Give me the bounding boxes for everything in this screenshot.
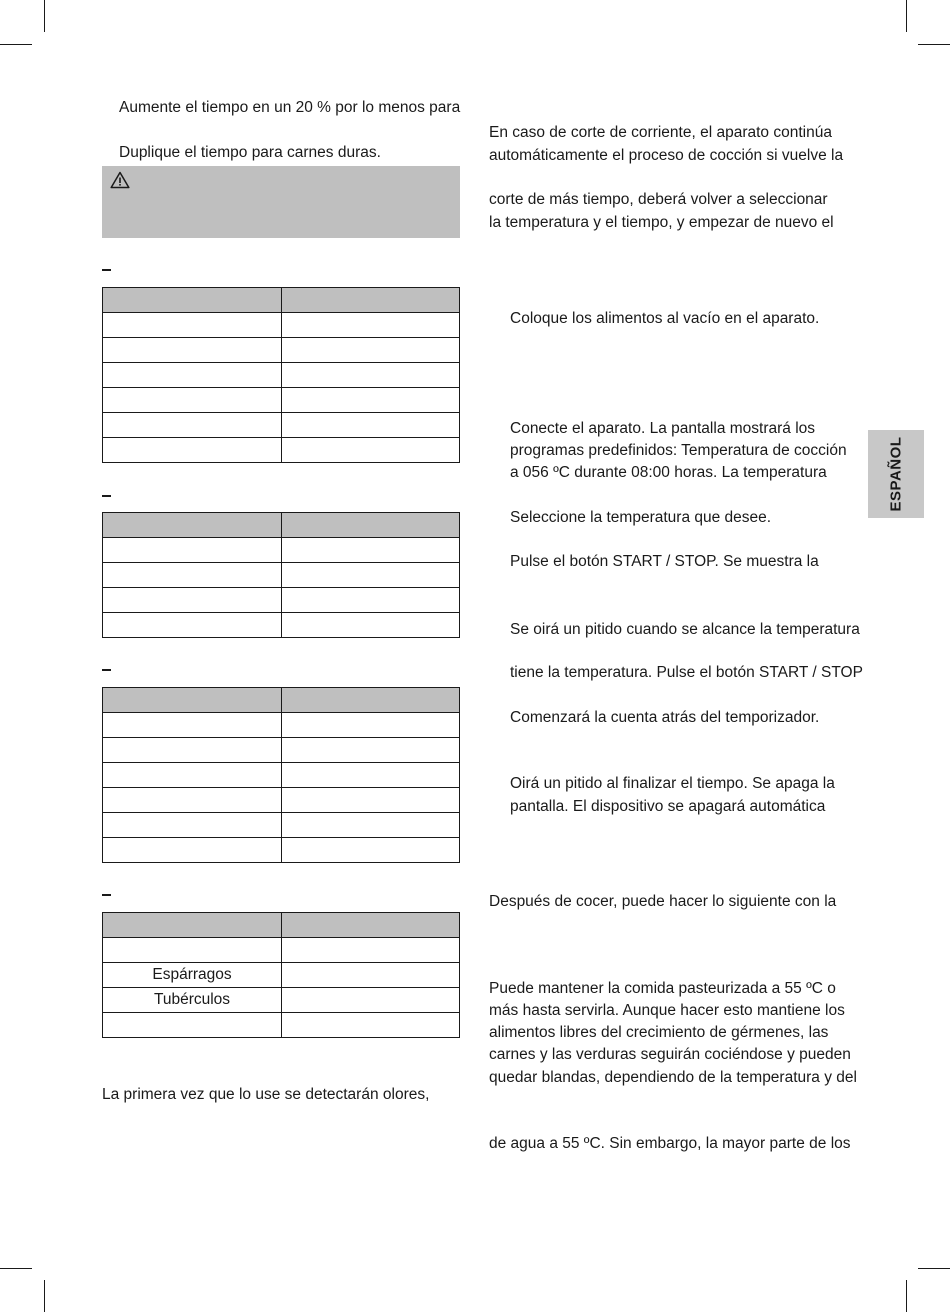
- table-cell: [282, 288, 460, 313]
- step-text-line: Pulse el botón START / STOP. Se muestra la: [510, 553, 819, 570]
- table-cell: [282, 788, 460, 813]
- table-row: [103, 363, 460, 388]
- table-row: [103, 738, 460, 763]
- step-text-line: programas predefinidos: Temperatura de cocción: [510, 442, 847, 459]
- table-cell: [282, 588, 460, 613]
- table-cell: [103, 713, 282, 738]
- table-row: [103, 313, 460, 338]
- body-text-line: En caso de corte de corriente, el aparato continúa: [489, 124, 832, 141]
- table-cell: [103, 763, 282, 788]
- language-side-tab: [868, 430, 924, 518]
- table-row: [103, 338, 460, 363]
- table-row: [103, 613, 460, 638]
- section-dash: [102, 495, 111, 497]
- table-row: [103, 963, 460, 988]
- table-cell: [103, 288, 282, 313]
- table-row: [103, 1013, 460, 1038]
- crop-mark: [44, 0, 45, 32]
- table-cell: [282, 313, 460, 338]
- body-text-line: alimentos libres del crecimiento de gérmenes, las: [489, 1024, 829, 1041]
- step-text-line: tiene la temperatura. Pulse el botón START / STOP: [510, 664, 863, 681]
- cooking-table: [102, 512, 460, 638]
- table-cell: [103, 438, 282, 463]
- table-cell: [282, 538, 460, 563]
- step-text-line: Conecte el aparato. La pantalla mostrará los: [510, 420, 816, 437]
- table-row: [103, 438, 460, 463]
- body-text-line: la temperatura y el tiempo, y empezar de nuevo el: [489, 214, 834, 231]
- table-cell: [282, 388, 460, 413]
- table-cell: [103, 938, 282, 963]
- section-dash: [102, 269, 111, 271]
- step-text-line: Se oirá un pitido cuando se alcance la temperatura: [510, 621, 860, 638]
- step-text-line: pantalla. El dispositivo se apagará automática: [510, 798, 826, 815]
- table-cell: [282, 963, 460, 988]
- body-text-line: de agua a 55 ºC. Sin embargo, la mayor parte de los: [489, 1135, 851, 1152]
- table-cell: [103, 788, 282, 813]
- language-tab-label: ESPAÑOL: [887, 436, 905, 512]
- table-cell: [103, 913, 282, 938]
- step-text-line: Oirá un pitido al finalizar el tiempo. Se apaga la: [510, 775, 835, 792]
- crop-mark: [906, 0, 907, 32]
- body-text-line: más hasta servirla. Aunque hacer esto mantiene los: [489, 1002, 845, 1019]
- step-text-line: a 056 ºC durante 08:00 horas. La temperatura: [510, 464, 827, 481]
- warning-box: [102, 166, 460, 238]
- table-cell: [282, 838, 460, 863]
- table-cell: [103, 388, 282, 413]
- table-cell: [282, 738, 460, 763]
- table-cell: Tubérculos: [103, 988, 282, 1013]
- crop-mark: [44, 1280, 45, 1312]
- crop-mark: [906, 1280, 907, 1312]
- table-cell: [282, 363, 460, 388]
- table-header-row: [103, 288, 460, 313]
- cooking-table: [102, 687, 460, 863]
- table-row: [103, 988, 460, 1013]
- table-cell: [282, 813, 460, 838]
- section-dash: [102, 669, 111, 671]
- crop-mark: [0, 44, 32, 45]
- cooking-table: [102, 287, 460, 463]
- table-cell: [282, 438, 460, 463]
- table-row: [103, 413, 460, 438]
- table-cell: [282, 713, 460, 738]
- table-cell: [103, 563, 282, 588]
- table-row: [103, 538, 460, 563]
- crop-mark: [0, 1268, 32, 1269]
- table-row: [103, 838, 460, 863]
- table-cell: [282, 913, 460, 938]
- table-cell: [103, 513, 282, 538]
- table-row: [103, 588, 460, 613]
- body-text-line: quedar blandas, dependiendo de la temperatura y del: [489, 1069, 857, 1086]
- step-text-line: Coloque los alimentos al vacío en el aparato.: [510, 310, 820, 327]
- table-cell: [282, 338, 460, 363]
- body-text-line: corte de más tiempo, deberá volver a seleccionar: [489, 191, 828, 208]
- table-row: [103, 713, 460, 738]
- table-header-row: [103, 913, 460, 938]
- table-cell: [282, 613, 460, 638]
- body-text-line: Puede mantener la comida pasteurizada a 55 ºC o: [489, 980, 836, 997]
- body-text-line: carnes y las verduras seguirán cociéndose y pueden: [489, 1046, 851, 1063]
- table-row: [103, 563, 460, 588]
- table-cell: [103, 688, 282, 713]
- table-cell: [282, 513, 460, 538]
- table-cell: [103, 1013, 282, 1038]
- step-text-line: Comenzará la cuenta atrás del temporizador.: [510, 709, 820, 726]
- warning-triangle-icon: [110, 171, 130, 189]
- table-cell: [282, 938, 460, 963]
- step-text-line: Seleccione la temperatura que desee.: [510, 509, 772, 526]
- section-dash: [102, 894, 111, 896]
- body-text-line: La primera vez que lo use se detectarán olores,: [102, 1086, 430, 1103]
- table-cell: [103, 813, 282, 838]
- crop-mark: [918, 1268, 950, 1269]
- table-cell: [103, 338, 282, 363]
- table-row: [103, 388, 460, 413]
- table-cell: [103, 738, 282, 763]
- body-text-line: Aumente el tiempo en un 20 % por lo menos para: [119, 99, 461, 116]
- table-row: [103, 938, 460, 963]
- table-cell: [103, 838, 282, 863]
- body-text-line: Después de cocer, puede hacer lo siguiente con la: [489, 893, 837, 910]
- table-cell: [103, 613, 282, 638]
- table-cell: [103, 538, 282, 563]
- table-cell: [103, 588, 282, 613]
- table-cell: [103, 413, 282, 438]
- table-row: [103, 813, 460, 838]
- body-text-line: automáticamente el proceso de cocción si vuelve la: [489, 147, 844, 164]
- table-cell: [282, 1013, 460, 1038]
- body-text-line: Duplique el tiempo para carnes duras.: [119, 144, 381, 161]
- table-cell: Espárragos: [103, 963, 282, 988]
- table-cell: [103, 363, 282, 388]
- table-header-row: [103, 513, 460, 538]
- table-row: [103, 763, 460, 788]
- cooking-table: [102, 912, 460, 1038]
- table-cell: [282, 563, 460, 588]
- crop-mark: [918, 44, 950, 45]
- table-row: [103, 788, 460, 813]
- table-cell: [282, 413, 460, 438]
- table-cell: [103, 313, 282, 338]
- table-header-row: [103, 688, 460, 713]
- table-cell: [282, 763, 460, 788]
- table-cell: [282, 988, 460, 1013]
- table-cell: [282, 688, 460, 713]
